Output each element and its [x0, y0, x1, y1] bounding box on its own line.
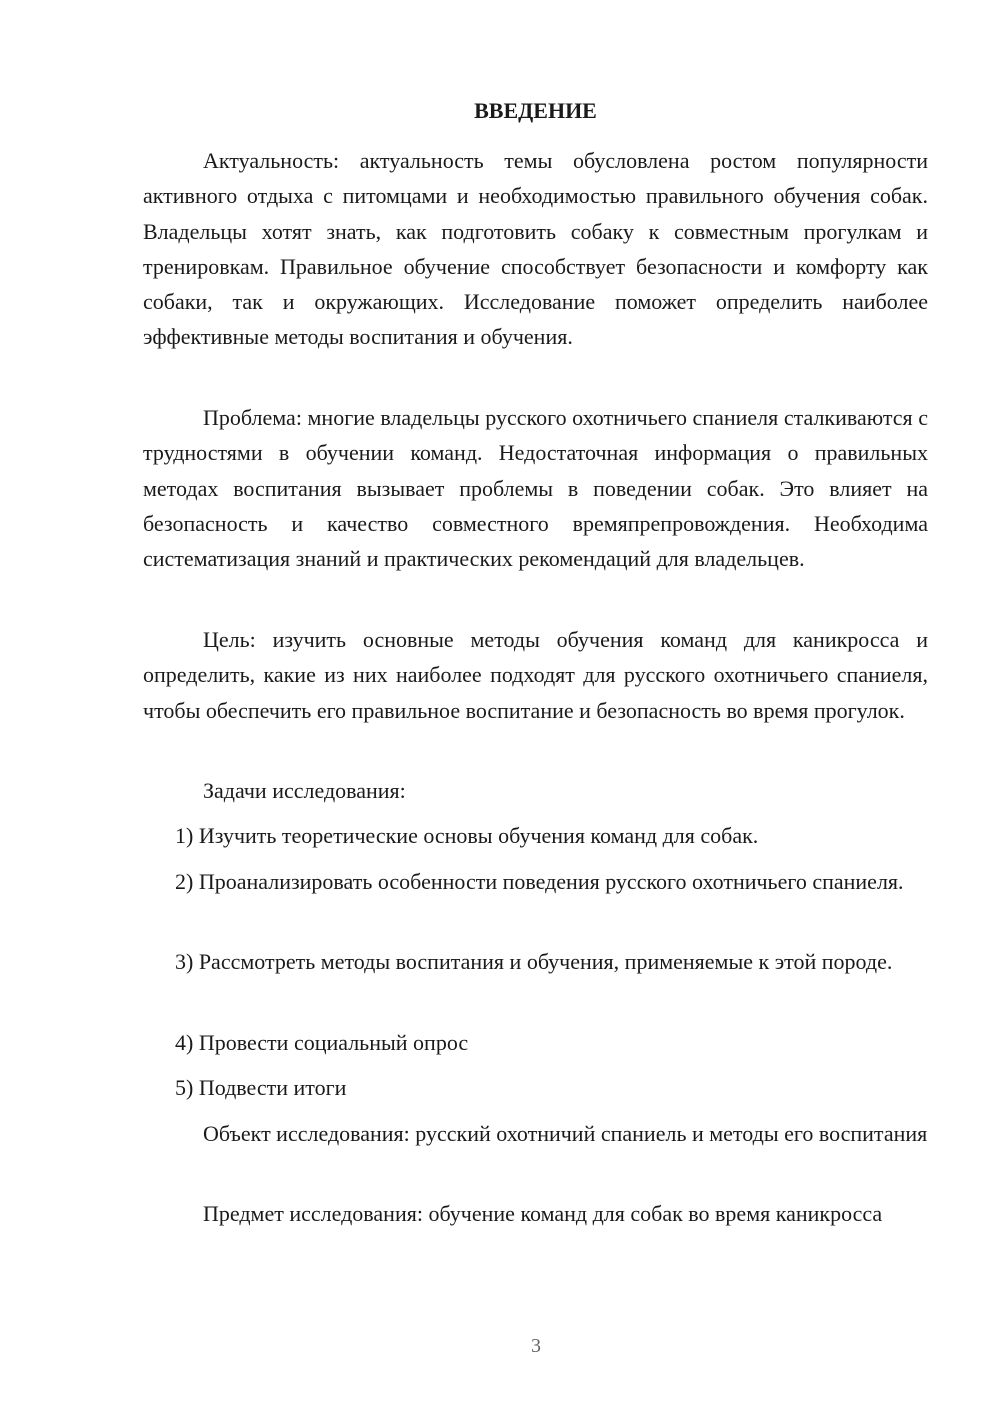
task-item-1: 1) Изучить теоретические основы обучения команд для собак. — [175, 823, 759, 848]
task-item-5: 5) Подвести итоги — [175, 1075, 347, 1100]
task-item-2: 2) Проанализировать особенности поведения русского охотничьего спаниеля. — [175, 869, 904, 894]
page-title: ВВЕДЕНИЕ — [474, 98, 597, 123]
paragraph-goal: Цель: изучить основные методы обучения команд для каникросса и определить, какие из них наиболее подходят для русского охотничьего спаниеля, чтобы обеспечить его правильное воспитание и безопасность во время прогулок. — [143, 627, 928, 723]
paragraph-subject: Предмет исследования: обучение команд для собак во время каникросса — [203, 1201, 883, 1226]
paragraph-object: Объект исследования: русский охотничий спаниель и методы его воспитания — [203, 1121, 928, 1146]
paragraph-problem: Проблема: многие владельцы русского охотничьего спаниеля сталкиваются с трудностями в обучении команд. Недостаточная информация о правильных методах воспитания вызывает проблемы в поведении собак. Это влияет на безопасность и качество совместного времяпрепровождения. Необходима систематизация знаний и практических рекомендаций для владельцев. — [143, 405, 928, 572]
page-number: 3 — [531, 1335, 541, 1357]
tasks-heading: Задачи исследования: — [203, 778, 406, 803]
task-item-3: 3) Рассмотреть методы воспитания и обучения, применяемые к этой породе. — [175, 949, 893, 974]
paragraph-relevance: Актуальность: актуальность темы обусловлена ростом популярности активного отдыха с питомцами и необходимостью правильного обучения собак. Владельцы хотят знать, как подготовить собаку к совместным прогулкам и тренировкам. Правильное обучение способствует безопасности и комфорту как собаки, так и окружающих. Исследование поможет определить наиболее эффективные методы воспитания и обучения. — [143, 148, 928, 350]
task-item-4: 4) Провести социальный опрос — [175, 1030, 469, 1055]
